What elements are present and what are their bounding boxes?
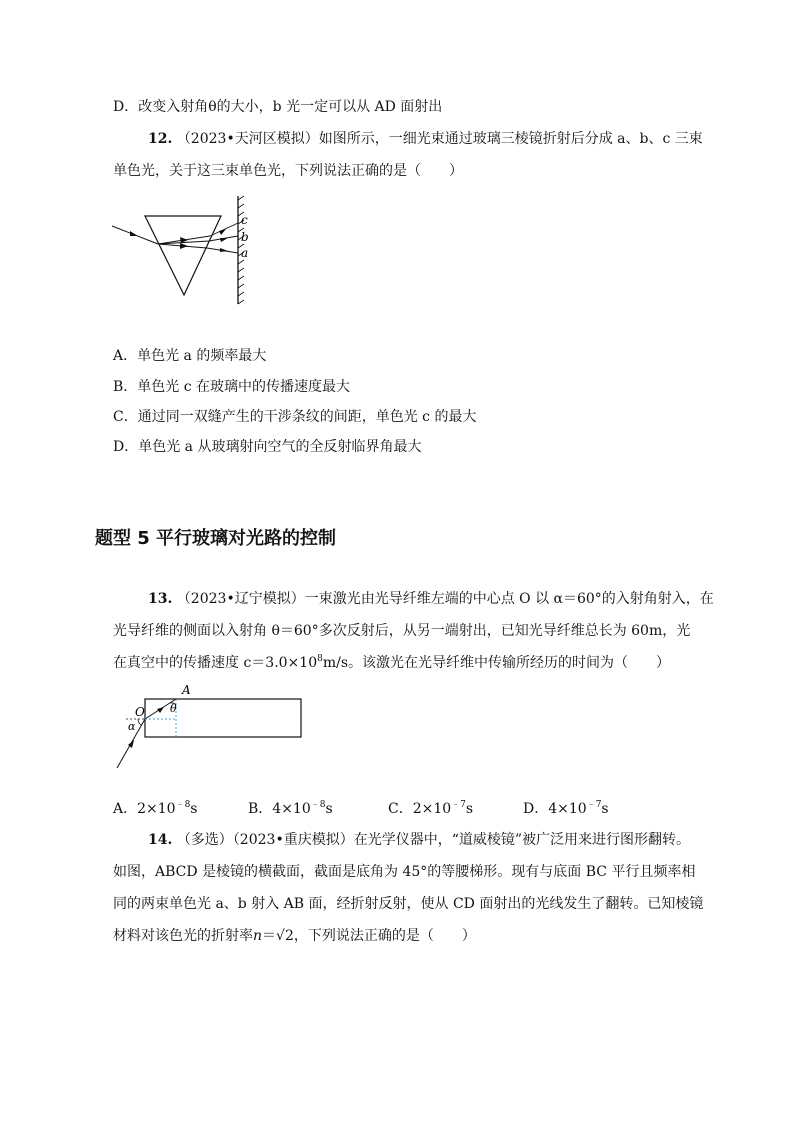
q13-stem-line2: 光导纤维的侧面以入射角 θ＝60°多次反射后，从另一端射出，已知光导纤维总长为 60m，光 xyxy=(113,623,691,639)
label-O: O xyxy=(135,705,145,719)
q14-stem-line1 xyxy=(148,830,690,850)
q13-option-a-unit: s xyxy=(190,801,198,817)
q13-number: 13. xyxy=(148,591,173,607)
q13-option-c-unit: s xyxy=(465,801,474,817)
q13-option-a-exp: ﹣8 xyxy=(175,800,191,810)
q13-option-c xyxy=(388,799,473,819)
q12-stem-line2: 单色光，关于这三束单色光，下列说法正确的是（ ） xyxy=(113,163,463,179)
q13-option-d-unit: s xyxy=(601,801,609,817)
q14-stem-4a: 材料对该色光的折射率 xyxy=(113,928,253,944)
q14-stem-line2: 如图，ABCD 是棱镜的横截面，截面是底角为 45°的等腰梯形。现有与底面 BC 平行且频率相 xyxy=(113,864,696,880)
q13-option-c-pre: C．2×10 xyxy=(388,801,452,817)
q13-stem-3a: 在真空中的传播速度 c＝3.0×10 xyxy=(113,655,318,671)
q12-option-a: A．单色光 a 的频率最大 xyxy=(113,348,267,364)
q13-fiber-figure xyxy=(112,682,312,774)
q12-option-d: D．单色光 a 从玻璃射向空气的全反射临界角最大 xyxy=(113,439,422,455)
q14-stem-line4 xyxy=(113,926,476,946)
q14-source: （2023•重庆模拟） xyxy=(232,832,354,848)
q13-stem-3b: m/s。该激光在光导纤维中传输所经历的时间为（ ） xyxy=(322,655,671,671)
q14-stem-4b: ，下列说法正确的是（ ） xyxy=(293,928,476,944)
q14-tag: （多选） xyxy=(176,832,233,848)
section-title: 题型 5 平行玻璃对光路的控制 xyxy=(95,528,337,549)
q14-number: 14. xyxy=(148,832,173,848)
q13-option-d-pre: D．4×10 xyxy=(523,801,587,817)
q13-option-d-exp: ﹣7 xyxy=(586,800,602,810)
label-b: b xyxy=(241,230,249,244)
q13-stem-3-sup: 8 xyxy=(317,654,323,664)
q12-option-b: B．单色光 c 在玻璃中的传播速度最大 xyxy=(113,379,351,395)
q14-equals: ＝ xyxy=(262,928,277,944)
q14-sqrt2: √2 xyxy=(276,928,294,944)
label-theta: θ xyxy=(170,702,177,715)
q13-option-a-pre: A．2×10 xyxy=(113,801,176,817)
label-alpha: α xyxy=(128,720,136,733)
q13-option-b-unit: s xyxy=(325,801,333,817)
q14-stem-line3: 同的两束单色光 a、b 射入 AB 面，经折射反射，使从 CD 面射出的光线发生了翻转。已知棱镜 xyxy=(113,896,704,912)
label-a: a xyxy=(241,246,249,260)
q13-option-b xyxy=(248,799,333,819)
q12-option-c: C．通过同一双缝产生的干涉条纹的间距，单色光 c 的最大 xyxy=(113,409,477,425)
q14-n-symbol: n xyxy=(253,928,263,944)
label-c: c xyxy=(241,213,248,227)
q13-stem-1: 一束激光由光导纤维左端的中心点 O 以 α＝60°的入射角射入，在 xyxy=(304,591,714,607)
q13-option-b-pre: B．4×10 xyxy=(248,801,311,817)
label-A: A xyxy=(182,683,191,697)
q13-stem-line1 xyxy=(148,589,714,609)
q13-option-c-exp: ﹣7 xyxy=(451,800,466,810)
q13-option-b-exp: ﹣8 xyxy=(310,800,326,810)
q11-option-d: D．改变入射角θ的大小，b 光一定可以从 AD 面射出 xyxy=(113,99,443,115)
prism-triangle xyxy=(145,216,221,295)
q12-prism-figure xyxy=(108,196,268,306)
q13-option-a xyxy=(113,799,197,819)
q12-stem-line1 xyxy=(148,129,703,149)
q14-stem-1: 在光学仪器中，“道威棱镜”被广泛用来进行图形翻转。 xyxy=(353,832,691,848)
q13-source: （2023•辽宁模拟） xyxy=(176,591,305,607)
q13-stem-line3 xyxy=(113,653,670,673)
q12-stem-1: 如图所示，一细光束通过玻璃三棱镜折射后分成 a、b、c 三束 xyxy=(318,131,703,147)
q12-number: 12. xyxy=(148,131,173,147)
fiber-rect xyxy=(145,699,301,737)
q12-source: （2023•天河区模拟） xyxy=(176,131,319,147)
q13-option-d xyxy=(523,799,609,819)
